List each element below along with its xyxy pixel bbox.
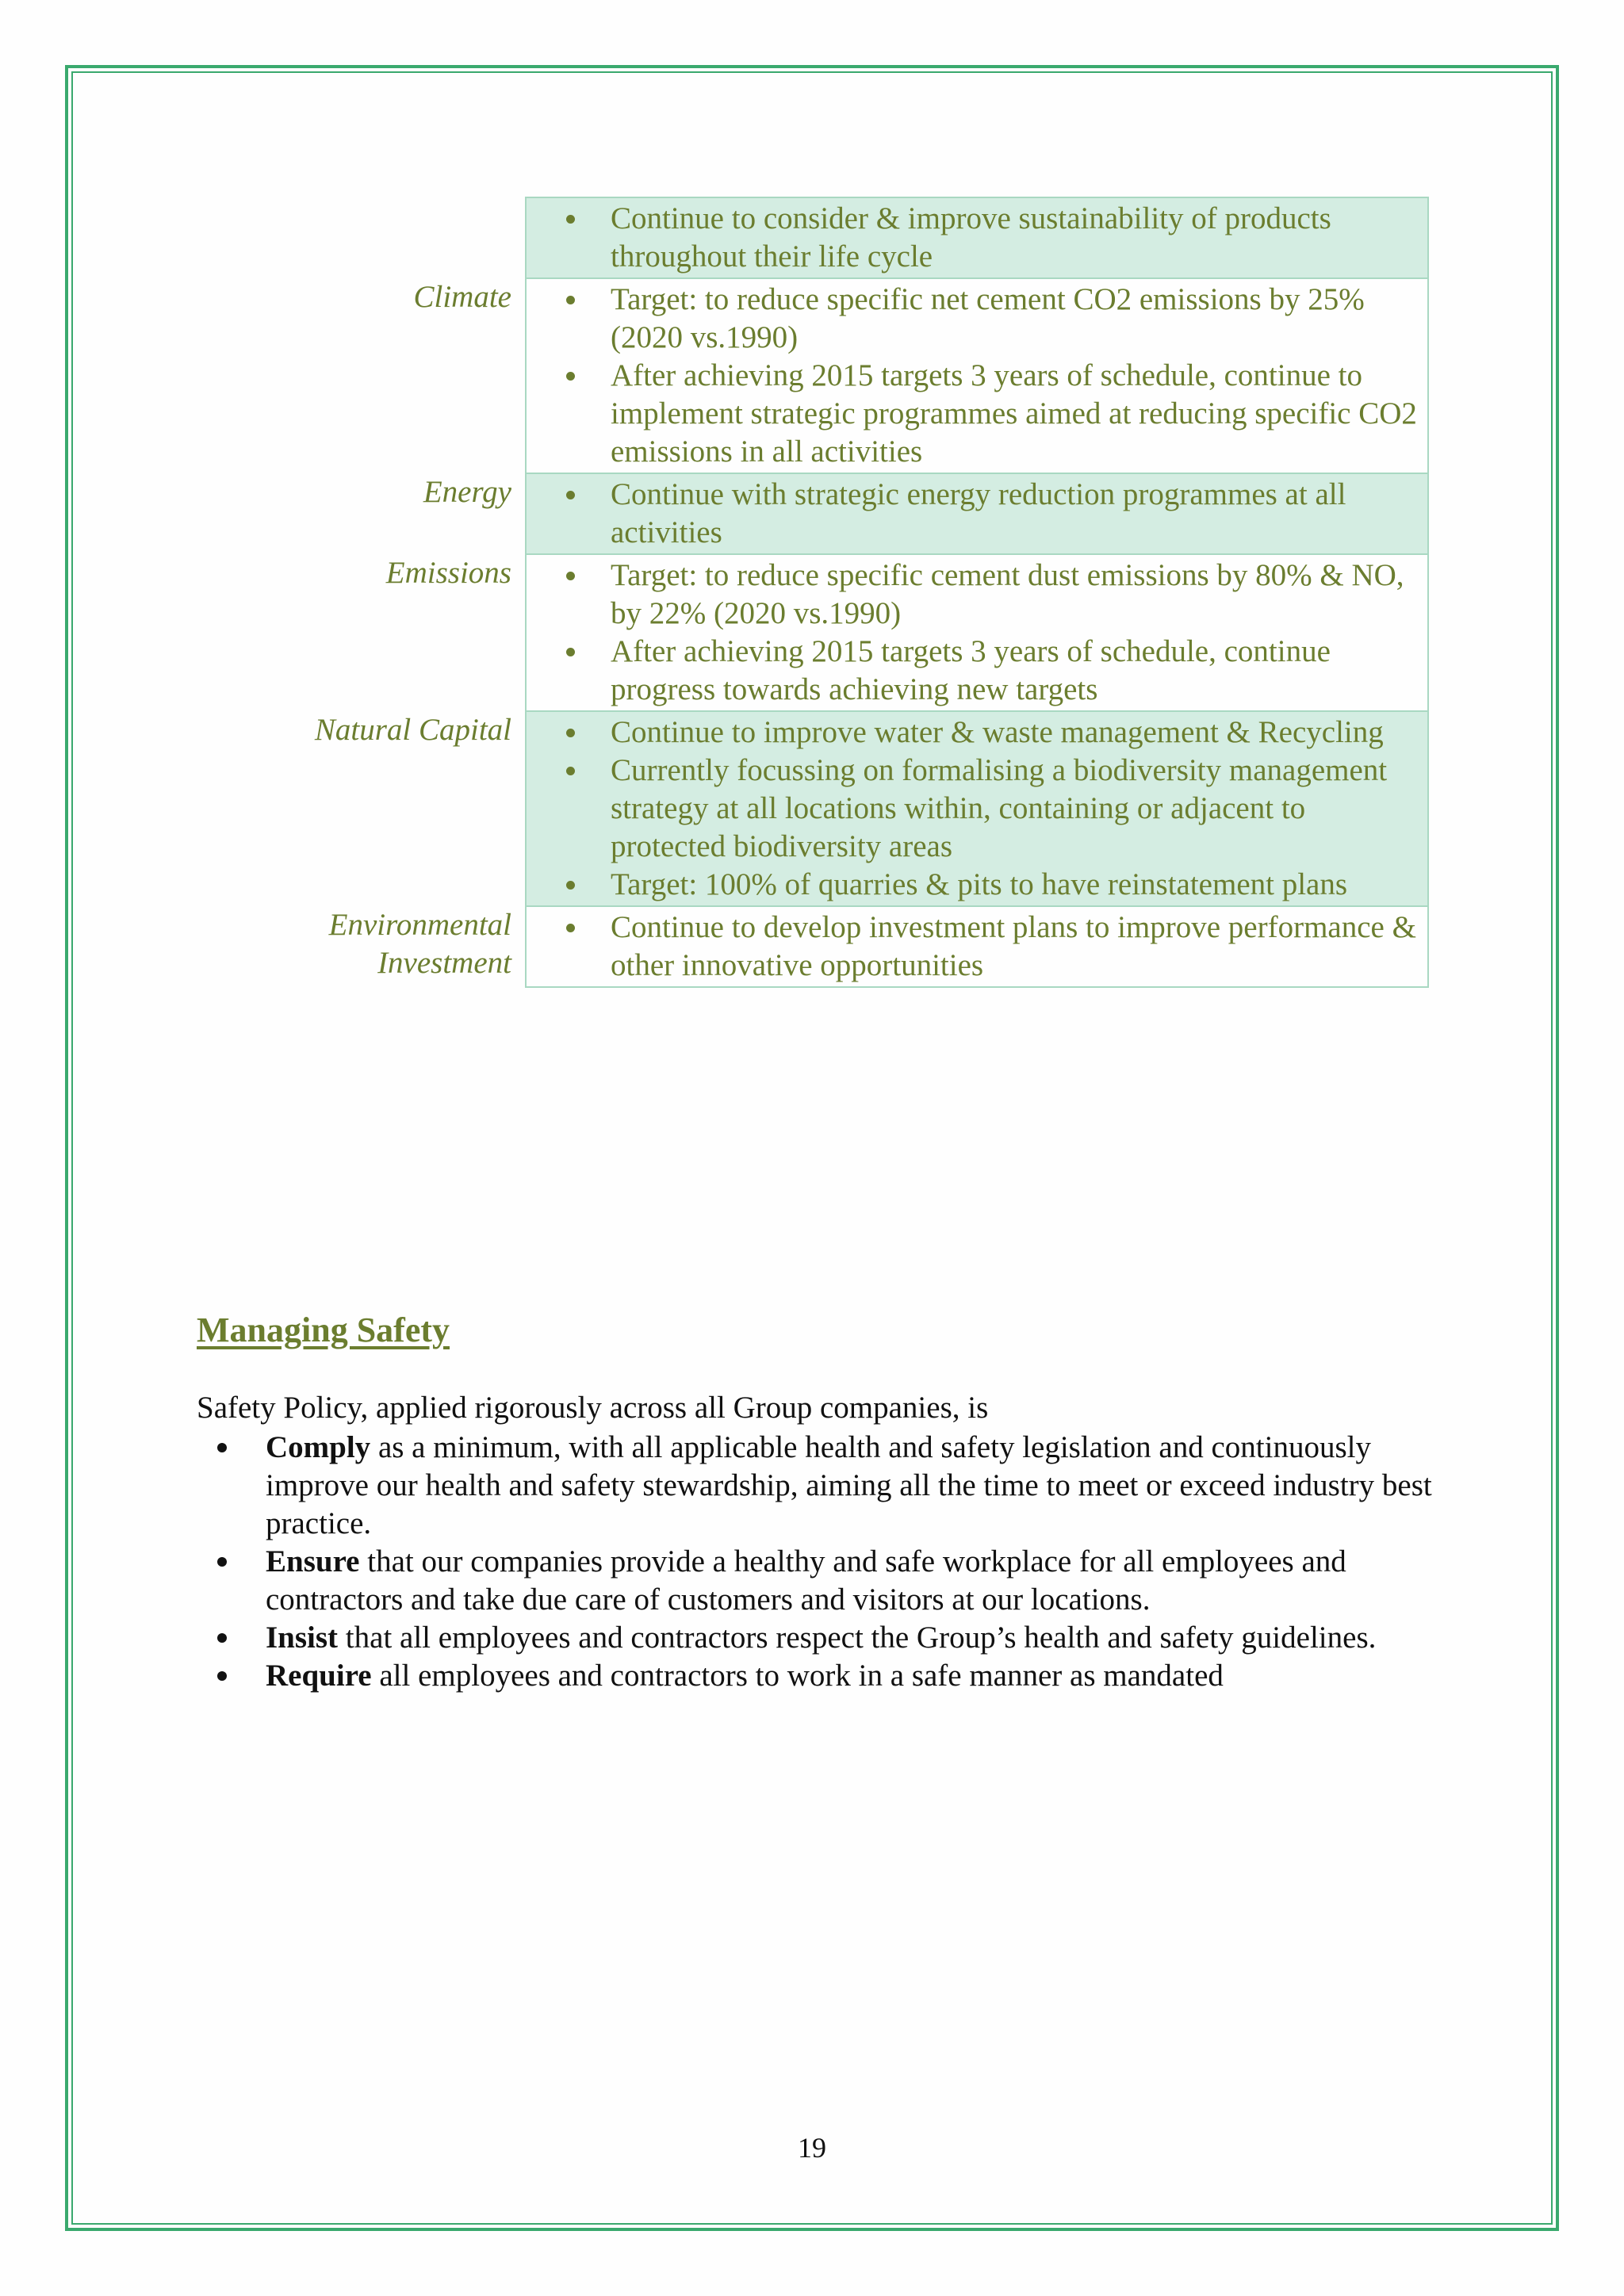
table-row (0, 278, 1624, 473)
row-label-line: Emissions (385, 556, 511, 590)
safety-bullet (197, 1619, 1434, 1657)
row-label-line: Energy (423, 475, 511, 509)
safety-bullet (197, 1429, 1434, 1543)
safety-text: all employees and contractors to work in a safe manner as mandated (371, 1659, 1224, 1693)
bullet-item: Currently focussing on formalising a biodiversity management strategy at all locations within, containing or adjacent to protected biodiversity areas (527, 752, 1427, 866)
bullet-item: Target: 100% of quarries & pits to have reinstatement plans (527, 866, 1427, 904)
section-heading: Managing Safety (197, 1311, 450, 1349)
row-label (329, 906, 511, 982)
table-row (0, 473, 1624, 554)
table-cell (525, 278, 1429, 473)
safety-bullet (197, 1543, 1434, 1619)
table-cell (525, 473, 1429, 554)
table-row (0, 906, 1624, 988)
safety-text: that our companies provide a healthy and safe workplace for all employees and contractors and take due care of customers and visitors at our locations. (266, 1544, 1346, 1617)
table-row (0, 711, 1624, 906)
safety-intro: Safety Policy, applied rigorously across all Group companies, is (197, 1391, 989, 1425)
table-row (0, 554, 1624, 711)
row-label (414, 278, 512, 316)
row-label-line: Environmental (328, 908, 511, 942)
bullet-item: Continue to improve water & waste management & Recycling (527, 714, 1427, 752)
table-row (0, 197, 1624, 278)
row-label (315, 711, 511, 749)
safety-text: that all employees and contractors respect the Group’s health and safety guidelines. (338, 1621, 1377, 1655)
safety-keyword: Insist (266, 1621, 339, 1655)
row-label-line: Investment (377, 946, 511, 980)
safety-bullet (197, 1657, 1434, 1695)
bullet-item: Continue to develop investment plans to improve performance & other innovative opportunities (527, 909, 1427, 985)
row-label-line: Climate (413, 280, 511, 314)
bullet-item: Continue to consider & improve sustainability of products throughout their life cycle (527, 200, 1427, 276)
row-label-line: Natural Capital (314, 713, 511, 747)
table-cell (525, 554, 1429, 711)
bullet-item: Target: to reduce specific cement dust emissions by 80% & NO, by 22% (2020 vs.1990) (527, 557, 1427, 633)
bullet-item: Continue with strategic energy reduction programmes at all activities (527, 476, 1427, 552)
safety-text: as a minimum, with all applicable health and safety legislation and continuously improve our health and safety stewardship, aiming all the time to meet or exceed industry best practice. (266, 1430, 1432, 1540)
safety-keyword: Comply (266, 1430, 371, 1464)
row-label (423, 473, 511, 511)
table-cell (525, 906, 1429, 988)
safety-keyword: Require (266, 1659, 372, 1693)
table-cell (525, 197, 1429, 278)
bullet-item: Target: to reduce specific net cement CO2 emissions by 25% (2020 vs.1990) (527, 281, 1427, 357)
bullet-item: After achieving 2015 targets 3 years of schedule, continue progress towards achieving new targets (527, 633, 1427, 709)
safety-keyword: Ensure (266, 1544, 360, 1578)
sustainability-table (0, 197, 1624, 988)
safety-policy-list (197, 1429, 1434, 1695)
table-cell (525, 711, 1429, 906)
row-label (386, 554, 511, 592)
bullet-item: After achieving 2015 targets 3 years of schedule, continue to implement strategic programmes aimed at reducing specific CO2 emissions in all activities (527, 357, 1427, 471)
page-number: 19 (798, 2132, 826, 2164)
